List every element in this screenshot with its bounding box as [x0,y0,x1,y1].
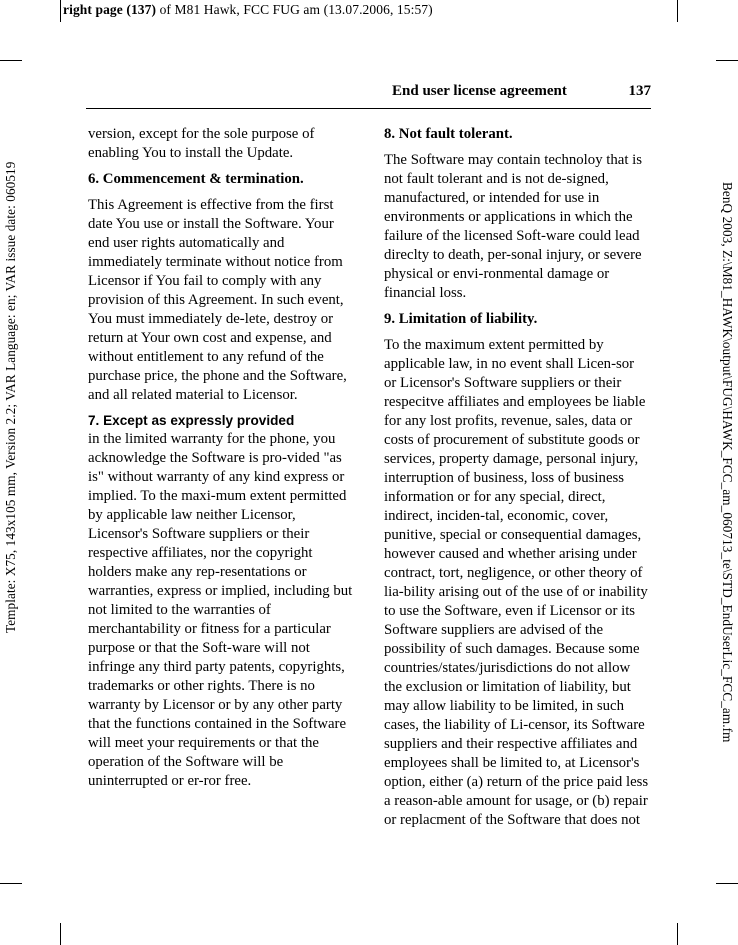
crop-mark [0,883,22,884]
crop-mark [677,923,678,945]
crop-mark [716,883,738,884]
section-8-heading: 8. Not fault tolerant. [384,126,513,142]
section-7-body: in the limited warranty for the phone, you acknowledge the Software is pro-vided "as is" without warranty of any kind express or implied. To the maxi-mum extent permitted by applicable law neither Licensor, Licensor's Software suppliers or their respective affiliates, nor the copyright holders make any rep-resentations or warranties, express or implied, including but not limited to the warranties of merchantability or fitness for a particular purpose or that the Soft-ware will not infringe any third party patents, copyrights, trademarks or other rights. There is no warranty by Licensor or by any other party that the functions contained in the Software will meet your requirements or that the operation of the Software will be uninterrupted or er-ror free. [88,431,353,789]
section-6-body: This Agreement is effective from the first date You use or install the Software. Your end user rights automatically and immediately terminate without notice from Licensor if You fail to comply with any provision of this Agreement. In such event, You must immediately de-lete, destroy or return at Your own cost and expense, and without entitlement to any refund of the purchase price, the phone and the Software, and all related material to Licensor. [88,197,347,403]
intro-paragraph: version, except for the sole purpose of enabling You to install the Update. [88,126,315,161]
crop-mark [0,60,22,61]
section-7-heading: 7. Except as expressly provided [88,413,295,428]
run-head-info: of M81 Hawk, FCC FUG am (13.07.2006, 15:57) [156,2,433,17]
section-6-heading: 6. Commencement & termination. [88,171,304,187]
template-info: Template: X75, 143x105 mm, Version 2.2; VAR Language: en; VAR issue date: 060519 [3,161,18,633]
right-column [384,125,650,830]
section-9-body: To the maximum extent permitted by applicable law, in no event shall Licen-sor or Licensor's Software suppliers or their respecitve affiliates and employees be liable for any lost profits, revenue, sales, data or costs of procurement of substitute goods or services, property damage, personal injury, interruption of business, loss of business information or for any special, direct, indirect, inciden-tal, economic, cover, punitive, special or consequential damages, however caused and whether arising under contract, tort, negligence, or other theory of lia-bility arising out of the use of or inability to use the Software, even if Licensor or its Software suppliers are advised of the possibility of such damages. Because some countries/states/jurisdictions do not allow the exclusion or limitation of liability, but may allow liability to be limited, in such cases, the liability of Li-censor, its Software suppliers and their respective affiliates and employees shall be limited to, at Licensor's option, either (a) return of the price paid less a reason-able amount for usage, or (b) repair or replacment of the Software that does not [384,337,649,828]
print-run-head [63,2,433,18]
page-number: 137 [628,83,651,99]
page-header [86,81,651,109]
page-title: End user license agreement [392,83,567,99]
section-8-body: The Software may contain technoloy that is not fault tolerant and is not de-signed, manufactured, or intended for use in environments or applications in which the failure of the licensed Soft-ware could lead direclty to death, per-sonal injury, or severe physical or envi-ronmental damage or financial loss. [384,152,643,301]
crop-mark [716,60,738,61]
left-column [88,125,354,791]
file-path-info: BenQ 2003, Z:\M81_HAWK\output\FUG\HAWK_FCC_am_060713_te\STD_EndUserLic_FCC_am.fm [720,182,735,743]
page-label: right page (137) [63,2,157,17]
crop-mark [60,0,61,22]
crop-mark [60,923,61,945]
section-9-heading: 9. Limitation of liability. [384,311,538,327]
crop-mark [677,0,678,22]
